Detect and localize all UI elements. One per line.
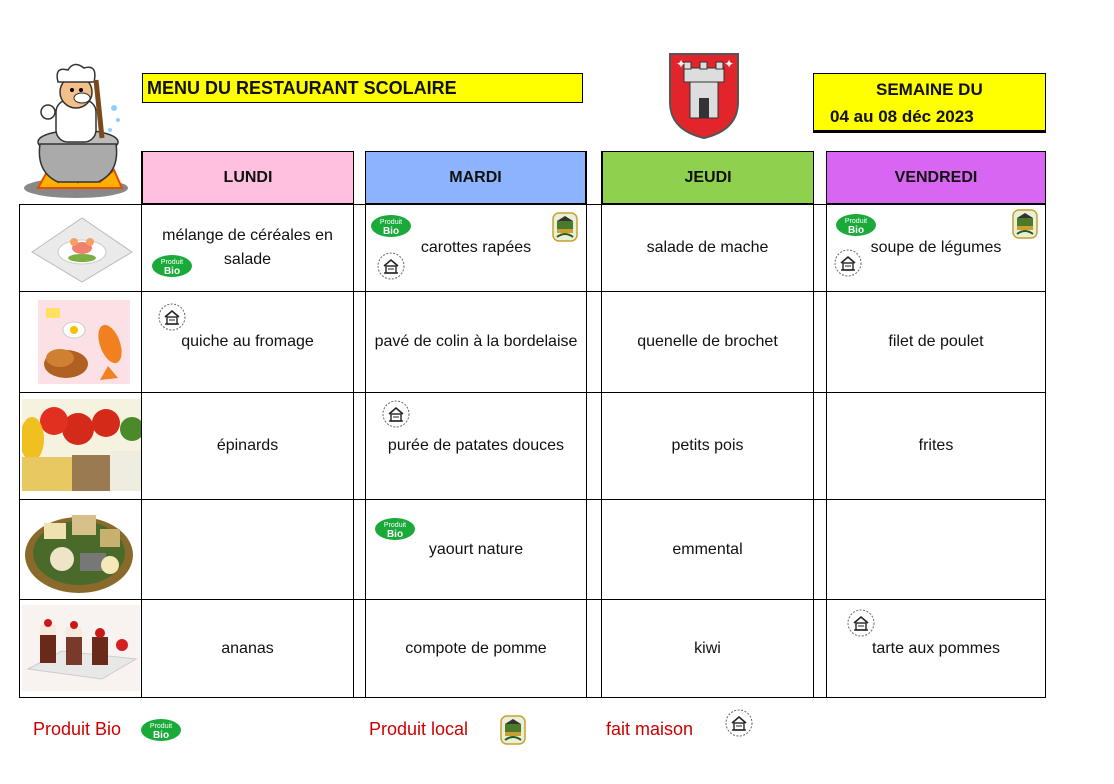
svg-text:✦: ✦ (676, 57, 687, 71)
dessert-icon (22, 605, 140, 691)
svg-text:Produit: Produit (149, 723, 173, 730)
bio-badge-icon (374, 517, 416, 541)
homemade-icon (833, 248, 863, 278)
menu-cell-lundi-row5: ananas (221, 639, 274, 657)
homemade-icon (381, 399, 411, 429)
vegetables-icon (22, 399, 141, 491)
bio-badge-icon (835, 213, 877, 237)
menu-cell-vendredi-row3: frites (918, 437, 954, 454)
starter-plate-icon (28, 212, 136, 284)
menu-cell-jeudi-row4: emmental (672, 540, 743, 558)
menu-cell-mardi-row5: compote de pomme (405, 639, 547, 657)
menu-cell-vendredi-row5: tarte aux pommes (871, 639, 1001, 657)
svg-text:Produit: Produit (379, 219, 403, 226)
local-product-icon (551, 211, 579, 243)
bio-badge-icon (370, 214, 412, 238)
bio-badge-icon (140, 718, 182, 742)
week-label: SEMAINE DU (876, 80, 983, 99)
menu-cell-jeudi-row5: kiwi (694, 639, 721, 657)
svg-text:✦: ✦ (724, 57, 735, 71)
bio-badge-icon (151, 254, 193, 278)
menu-cell-lundi-row2: quiche au fromage (181, 333, 314, 350)
homemade-icon (724, 708, 754, 738)
week-box (813, 73, 1046, 133)
menu-cell-lundi-row3: épinards (216, 437, 279, 454)
homemade-icon (846, 608, 876, 638)
svg-text:Bio: Bio (152, 730, 170, 741)
main-dish-icon (38, 300, 130, 384)
day-header-mardi: MARDI (365, 151, 586, 204)
day-header-lundi: LUNDI (142, 151, 354, 204)
coat-of-arms-icon (668, 52, 740, 140)
svg-text:Produit: Produit (383, 522, 407, 529)
svg-text:Bio: Bio (163, 266, 181, 277)
menu-cell-mardi-row4: yaourt nature (428, 540, 524, 558)
chef-mascot (18, 60, 136, 200)
svg-text:Bio: Bio (847, 225, 865, 236)
legend-bio-label: Produit Bio (33, 719, 122, 739)
local-product-icon (1011, 208, 1039, 240)
legend-local-label: Produit local (369, 719, 469, 739)
menu-cell-jeudi-row3: petits pois (671, 437, 744, 454)
day-header-jeudi: JEUDI (602, 151, 814, 204)
menu-cell-mardi-row1: carottes rapées (420, 239, 532, 256)
menu-cell-vendredi-row4 (827, 500, 1045, 599)
menu-cell-jeudi-row2: quenelle de brochet (637, 333, 778, 350)
menu-cell-jeudi-row1: salade de mache (646, 239, 769, 256)
menu-cell-lundi-row4 (142, 500, 353, 599)
menu-cell-vendredi-row1: soupe de légumes (870, 239, 1002, 256)
cheese-platter-icon (24, 503, 134, 595)
homemade-icon (157, 302, 187, 332)
local-product-icon (499, 714, 527, 746)
svg-text:Bio: Bio (386, 529, 404, 540)
menu-cell-mardi-row2: pavé de colin à la bordelaise (374, 333, 578, 350)
menu-cell-mardi-row3: purée de patates douces (387, 437, 565, 454)
svg-text:Produit: Produit (160, 259, 184, 266)
svg-text:Bio: Bio (382, 226, 400, 237)
menu-cell-lundi-row1: mélange de céréales en salade (162, 227, 333, 268)
menu-cell-vendredi-row2: filet de poulet (888, 333, 984, 350)
page-title: MENU DU RESTAURANT SCOLAIRE (142, 73, 583, 103)
legend-homemade-label: fait maison (606, 719, 694, 739)
homemade-icon (376, 251, 406, 281)
week-range: 04 au 08 déc 2023 (830, 107, 974, 126)
svg-text:Produit: Produit (844, 218, 868, 225)
day-header-vendredi: VENDREDI (826, 151, 1046, 204)
